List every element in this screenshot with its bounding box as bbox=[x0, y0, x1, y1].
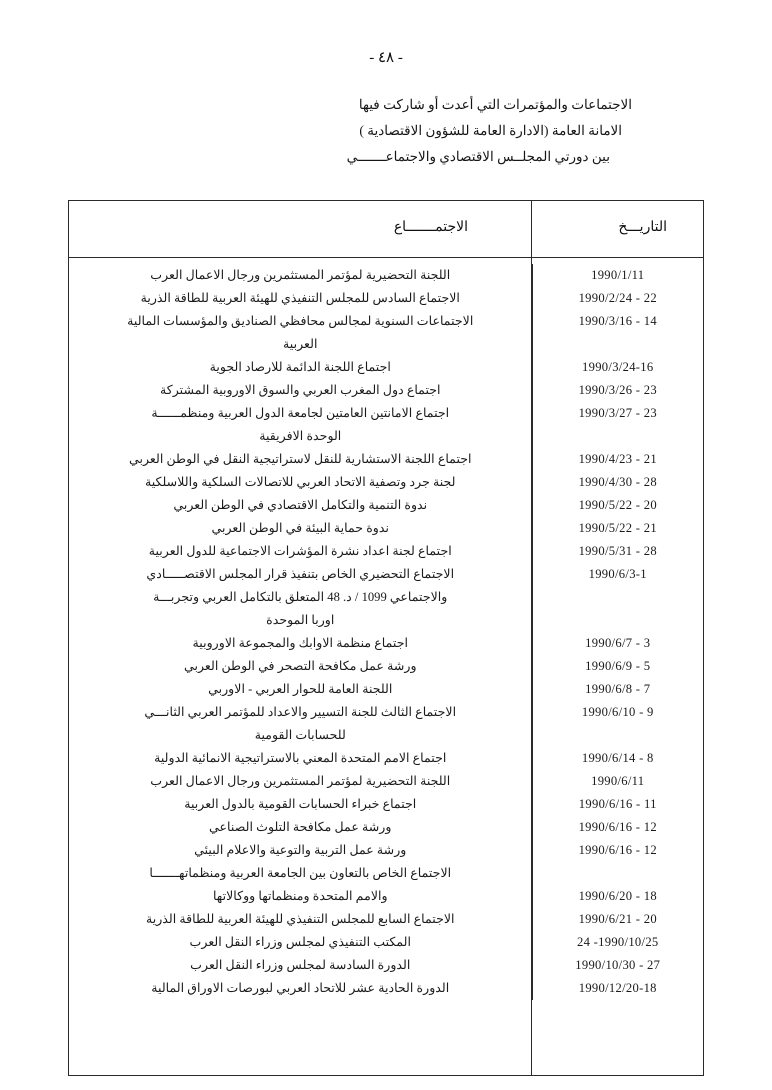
row-event: الاجتماع السادس للمجلس التنفيذي للهيئة العربية للطاقة الذرية bbox=[140, 291, 460, 305]
table-row bbox=[69, 885, 703, 908]
row-event: ورشة عمل مكافحة التصحر في الوطن العربي bbox=[183, 659, 417, 673]
row-event: اجتماع اللجنة الدائمة للارصاد الجوية bbox=[209, 360, 391, 374]
table-row bbox=[69, 724, 703, 747]
page-number: - ٤٨ - bbox=[369, 50, 403, 66]
row-date: 28 - 1990/5/31 bbox=[532, 540, 703, 563]
row-date: 1990/12/20-18 bbox=[532, 977, 703, 1000]
table-row bbox=[69, 540, 703, 563]
row-event: لجنة جرد وتصفية الاتحاد العربي للاتصالات السلكية واللاسلكية bbox=[145, 475, 456, 489]
row-date bbox=[532, 609, 703, 632]
table-row bbox=[69, 471, 703, 494]
table-row bbox=[69, 632, 703, 655]
row-event: والامم المتحدة ومنظماتها ووكالاتها bbox=[212, 889, 388, 903]
row-date bbox=[532, 724, 703, 747]
row-date: 5 - 1990/6/9 bbox=[532, 655, 703, 678]
row-event: ورشة عمل التربية والتوعية والاعلام البيئي bbox=[194, 843, 407, 857]
row-event: اللجنة التحضيرية لمؤتمر المستثمرين ورجال الاعمال العرب bbox=[150, 774, 451, 788]
table-row bbox=[69, 356, 703, 379]
row-date: 1990/10/25- 24 bbox=[532, 931, 703, 954]
row-date: 21 - 1990/5/22 bbox=[532, 517, 703, 540]
header-line-3: بين دورتي المجلــس الاقتصادي والاجتماعـــــــي bbox=[346, 149, 610, 164]
row-event: الاجتماع السابع للمجلس التنفيذي للهيئة العربية للطاقة الذرية bbox=[145, 912, 455, 926]
row-event: الوحدة الافريقية bbox=[259, 429, 342, 443]
table-header-divider bbox=[531, 201, 532, 257]
row-event: اجتماع اللجنة الاستشارية للنقل لاستراتيجية النقل في الوطن العربي bbox=[128, 452, 472, 466]
row-event: والاجتماعي 1099 / د. 48 المتعلق بالتكامل العربي وتجربـــة bbox=[153, 590, 448, 604]
row-event: الدورة السادسة لمجلس وزراء النقل العرب bbox=[190, 958, 411, 972]
row-date bbox=[532, 586, 703, 609]
row-date: 12 - 1990/6/16 bbox=[532, 839, 703, 862]
table-row bbox=[69, 494, 703, 517]
row-event: المكتب التنفيذي لمجلس وزراء النقل العرب bbox=[189, 935, 411, 949]
table-row bbox=[69, 264, 703, 287]
row-date: 28 - 1990/4/30 bbox=[532, 471, 703, 494]
table-row bbox=[69, 379, 703, 402]
row-event: اوربا الموحدة bbox=[266, 613, 335, 627]
table-header-box bbox=[68, 200, 704, 258]
row-date: 27 - 1990/10/30 bbox=[532, 954, 703, 977]
row-event: للحسابات القومية bbox=[254, 728, 346, 742]
row-event: الاجتماع الخاص بالتعاون بين الجامعة العربية ومنظماتهـــــــا bbox=[149, 866, 452, 880]
table-row bbox=[69, 586, 703, 609]
table-row bbox=[69, 931, 703, 954]
table-row bbox=[69, 678, 703, 701]
table-row bbox=[69, 425, 703, 448]
row-event: اللجنة التحضيرية لمؤتمر المستثمرين ورجال الاعمال العرب bbox=[150, 268, 451, 282]
row-date bbox=[532, 862, 703, 885]
table-row bbox=[69, 701, 703, 724]
row-date: 1990/3/24-16 bbox=[532, 356, 703, 379]
table-row bbox=[69, 402, 703, 425]
column-header-date: التاريـــخ bbox=[618, 220, 667, 235]
row-event: اجتماع لجنة اعداد نشرة المؤشرات الاجتماعية للدول العربية bbox=[148, 544, 452, 558]
row-date bbox=[532, 425, 703, 448]
row-date bbox=[532, 333, 703, 356]
table-row bbox=[69, 839, 703, 862]
row-date: 8 - 1990/6/14 bbox=[532, 747, 703, 770]
schedule-rows bbox=[69, 258, 703, 1000]
row-date: 7 - 1990/6/8 bbox=[532, 678, 703, 701]
row-date: 1990/1/11 bbox=[532, 264, 703, 287]
row-date: 21 - 1990/4/23 bbox=[532, 448, 703, 471]
row-event: اجتماع منظمة الاوابك والمجموعة الاوروبية bbox=[192, 636, 408, 650]
table-row bbox=[69, 770, 703, 793]
table-body-box bbox=[68, 258, 704, 1076]
row-event: اجتماع الامانتين العامتين لجامعة الدول العربية ومنظمــــــة bbox=[151, 406, 450, 420]
header-line-1: الاجتماعات والمؤتمرات التي أعدت أو شاركت فيها bbox=[358, 97, 632, 112]
row-event: الاجتماع الثالث للجنة التسيير والاعداد للمؤتمر العربي الثانـــي bbox=[144, 705, 457, 719]
row-date: 9 - 1990/6/10 bbox=[532, 701, 703, 724]
table-row bbox=[69, 448, 703, 471]
table-row bbox=[69, 655, 703, 678]
row-event: الاجتماع التحضيري الخاص بتنفيذ قرار المجلس الاقتصـــــادي bbox=[146, 567, 455, 581]
table-row bbox=[69, 310, 703, 333]
table-row bbox=[69, 954, 703, 977]
table-row bbox=[69, 793, 703, 816]
row-date: 23 - 1990/3/26 bbox=[532, 379, 703, 402]
row-event: اجتماع الامم المتحدة المعني بالاستراتيجية الانمائية الدولية bbox=[154, 751, 447, 765]
table-row bbox=[69, 977, 703, 1000]
row-date: 12 - 1990/6/16 bbox=[532, 816, 703, 839]
document-header bbox=[112, 92, 632, 170]
table-row bbox=[69, 862, 703, 885]
row-date: 22 - 1990/2/24 bbox=[532, 287, 703, 310]
row-date: 18 - 1990/6/20 bbox=[532, 885, 703, 908]
row-event: العربية bbox=[283, 337, 318, 351]
table-row bbox=[69, 747, 703, 770]
table-row bbox=[69, 908, 703, 931]
table-row bbox=[69, 816, 703, 839]
row-event: ندوة التنمية والتكامل الاقتصادي في الوطن العربي bbox=[173, 498, 428, 512]
row-event: اللجنة العامة للحوار العربي - الاوربي bbox=[208, 682, 393, 696]
row-date: 1990/6/11 bbox=[532, 770, 703, 793]
row-date: 14 - 1990/3/16 bbox=[532, 310, 703, 333]
header-line-2: الامانة العامة (الادارة العامة للشؤون الاقتصادية ) bbox=[359, 123, 622, 138]
row-date: 23 - 1990/3/27 bbox=[532, 402, 703, 425]
row-date: 20 - 1990/5/22 bbox=[532, 494, 703, 517]
row-event: ندوة حماية البيئة في الوطن العربي bbox=[211, 521, 390, 535]
row-event: اجتماع خبراء الحسابات القومية بالدول العربية bbox=[184, 797, 417, 811]
table-row bbox=[69, 609, 703, 632]
table-row bbox=[69, 563, 703, 586]
table-row bbox=[69, 333, 703, 356]
row-event: الاجتماعات السنوية لمجالس محافظي الصناديق والمؤسسات المالية bbox=[127, 314, 474, 328]
row-date: 1990/6/3-1 bbox=[532, 563, 703, 586]
row-event: ورشة عمل مكافحة التلوث الصناعي bbox=[209, 820, 392, 834]
row-date: 11 - 1990/6/16 bbox=[532, 793, 703, 816]
row-event: الدورة الحادية عشر للاتحاد العربي لبورصات الاوراق المالية bbox=[151, 981, 450, 995]
table-row bbox=[69, 287, 703, 310]
row-date: 3 - 1990/6/7 bbox=[532, 632, 703, 655]
table-row bbox=[69, 517, 703, 540]
row-date: 20 - 1990/6/21 bbox=[532, 908, 703, 931]
row-event: اجتماع دول المغرب العربي والسوق الاوروبية المشتركة bbox=[159, 383, 441, 397]
column-header-event: الاجتمـــــــاع bbox=[393, 220, 468, 235]
